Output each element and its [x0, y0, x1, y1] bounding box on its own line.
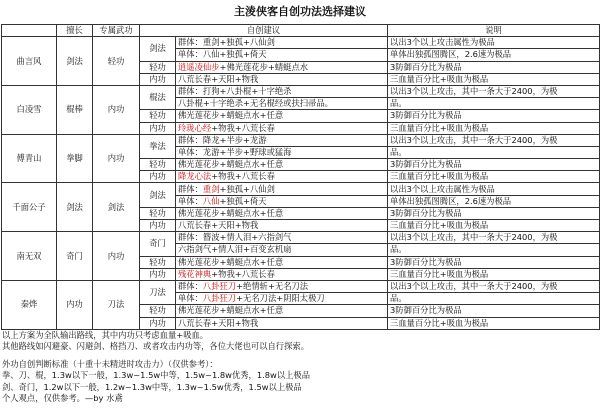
combo-text: +无名刀法+阴阳太极刀 [236, 293, 325, 304]
skill-type: 内功 [140, 171, 176, 183]
skill-type: 轻功 [140, 61, 176, 73]
skill-type: 剑法 [140, 183, 176, 207]
explanation: 3防御百分比为极品 [388, 305, 600, 317]
exclusive-skill-highlight: 逍遥凌仙步 [178, 61, 220, 72]
skill-type: 奇门 [140, 232, 176, 256]
explanation: 三血量百分比+吸血为极品 [388, 317, 600, 329]
explanation: 3防御百分比为极品 [388, 159, 600, 171]
note-line: 其他路线如闪避豪、闪避剑、格挡刀、或者攻击内功等，各位大佬也可以自行探索。 [2, 341, 309, 352]
character-exclusive: 内功 [93, 134, 140, 183]
character-exclusive: 内功 [93, 85, 140, 134]
skill-combo [176, 171, 388, 183]
header-exclusive: 专属武功 [93, 25, 140, 37]
exclusive-skill-highlight: 八卦狂刀 [202, 293, 237, 304]
skill-type: 剑法 [140, 37, 176, 61]
character-name: 白凌雪 [2, 85, 57, 134]
combo-text: 佛光莲花步+蜻蜓点水+任意 [178, 305, 284, 316]
skill-type: 轻功 [140, 207, 176, 219]
explanation: 以出3个以上攻击属性为极品 [388, 183, 600, 195]
explanation: 三血量百分比+吸血为极品 [388, 73, 600, 85]
explanation: 以出3个以上攻击，其中一条大于2400，为极 [388, 85, 600, 97]
explanation: 品。 [388, 244, 600, 256]
combo-text: +绝情斩+无名刀法 [236, 281, 309, 292]
combo-text: 六指剑气+情人泪+百变玄机扇 [178, 244, 292, 255]
exclusive-skill-highlight: 降龙心法 [178, 171, 212, 182]
skill-combo [176, 134, 388, 146]
skill-combo [176, 207, 388, 219]
combo-prefix: 群体： [178, 183, 203, 194]
recommendation-table [1, 24, 600, 330]
exclusive-skill-highlight: 八仙 [202, 195, 220, 206]
explanation: 三血量百分比+吸血为极品 [388, 220, 600, 232]
table-row [2, 232, 600, 244]
explanation: 三血量百分比+吸血为极品 [388, 122, 600, 134]
explanation: 品。 [388, 146, 600, 158]
combo-text: 八卦棍+十字绝杀+无名棍经或扶扫帚品。 [178, 98, 333, 109]
note-line: 外功自创判断标准（十重十未精进时攻击力）（仅供参考）： [2, 358, 218, 369]
combo-text: 佛光莲花步+蜻蜓点水+任意 [178, 256, 284, 267]
combo-text: 群体：簪波+情人泪+六指剑气 [178, 232, 292, 243]
combo-prefix: 群体： [178, 281, 203, 292]
combo-text: 群体：重剑+独孤+八仙剑 [178, 37, 275, 48]
character-exclusive: 剑法 [93, 183, 140, 232]
character-expertise: 剑法 [57, 183, 93, 232]
character-exclusive: 轻功 [93, 37, 140, 86]
explanation: 三血量百分比+吸血为极品 [388, 268, 600, 280]
explanation: 以出3个以上攻击，其中一条大于2400，为极 [388, 134, 600, 146]
explanation: 单体出独孤图腾区，2.6速为极品 [388, 49, 600, 61]
combo-text: 佛光莲花步+蜻蜓点水+任意 [178, 207, 284, 218]
skill-combo [176, 122, 388, 134]
combo-text: +独孤+倚天 [219, 195, 267, 206]
header-expertise: 擅长 [57, 25, 93, 37]
combo-text: 群体：打狗+八卦棍+十字绝杀 [178, 86, 292, 97]
skill-type: 内功 [140, 220, 176, 232]
explanation: 品。 [388, 293, 600, 305]
explanation: 3防御百分比为极品 [388, 61, 600, 73]
skill-combo [176, 146, 388, 158]
skill-type: 拳法 [140, 134, 176, 158]
table-row [2, 37, 600, 49]
skill-type: 内功 [140, 73, 176, 85]
table-row [2, 134, 600, 146]
skill-type: 内功 [140, 122, 176, 134]
explanation: 3防御百分比为极品 [388, 110, 600, 122]
explanation: 3防御百分比为极品 [388, 207, 600, 219]
exclusive-skill-highlight: 玲珑心经 [178, 122, 212, 133]
skill-type: 轻功 [140, 159, 176, 171]
character-name: 曲言风 [2, 37, 57, 86]
skill-type: 轻功 [140, 305, 176, 317]
skill-combo [176, 280, 388, 292]
character-expertise: 棍棒 [57, 85, 93, 134]
skill-combo [176, 49, 388, 61]
character-expertise: 拳脚 [57, 134, 93, 183]
note-line: 剑、奇门，1.2w以下一般，1.2w~1.3w中等，1.3w~1.5w优秀，1.5w以上极品 [2, 381, 302, 392]
skill-combo [176, 159, 388, 171]
combo-text: +物我+八荒长春 [211, 268, 275, 279]
skill-type: 刀法 [140, 280, 176, 304]
combo-text: 单体：八仙+独孤+倚天 [178, 49, 267, 60]
skill-type: 内功 [140, 268, 176, 280]
skill-combo [176, 220, 388, 232]
character-name: 秦烨 [2, 280, 57, 329]
skill-type: 轻功 [140, 256, 176, 268]
character-name: 傅青山 [2, 134, 57, 183]
table-row [2, 280, 600, 292]
explanation: 三血量百分比+吸血为极品 [388, 171, 600, 183]
combo-text: 单体：龙游+半步+野球或猛海 [178, 146, 292, 157]
skill-combo [176, 183, 388, 195]
combo-text: 群体：降龙+半步+龙游 [178, 134, 267, 145]
combo-text: 八荒长春+天阳+物我 [178, 317, 259, 328]
character-name: 南无双 [2, 232, 57, 281]
explanation: 以出3个以上攻击，其中一条大于2400，为极 [388, 232, 600, 244]
character-exclusive: 刀法 [93, 280, 140, 329]
combo-prefix: 单体： [178, 293, 203, 304]
table-row [2, 85, 600, 97]
exclusive-skill-highlight: 残花神典 [178, 268, 212, 279]
table-row [2, 183, 600, 195]
character-expertise: 奇门 [57, 232, 93, 281]
combo-text: +物我+八荒长春 [211, 122, 275, 133]
skill-type: 轻功 [140, 110, 176, 122]
explanation: 3防御百分比为极品 [388, 256, 600, 268]
skill-combo [176, 268, 388, 280]
combo-text: 八荒长春+天阳+物我 [178, 220, 259, 231]
skill-combo [176, 305, 388, 317]
skill-combo [176, 317, 388, 329]
page-title: 主淩侠客自创功法选择建议 [234, 5, 366, 18]
skill-combo [176, 85, 388, 97]
skill-combo [176, 73, 388, 85]
combo-text: 佛光莲花步+蜻蜓点水+任意 [178, 110, 284, 121]
explanation: 以出3个以上攻击属性为极品 [388, 37, 600, 49]
explanation: 品。 [388, 98, 600, 110]
skill-combo [176, 61, 388, 73]
character-exclusive: 内功 [93, 232, 140, 281]
skill-type: 棍法 [140, 85, 176, 109]
combo-text: +物我+八荒长春 [211, 171, 275, 182]
note-line: 以上方案为全队输出路线，其中内功只考虑血量+吸血。 [2, 330, 209, 340]
header-create: 自创建议 [140, 25, 388, 37]
note-line: 拳、刀、棍，1.3w以下一般，1.3w~1.5w中等，1.5w~1.8w优秀，1.8w以上极品 [2, 370, 311, 381]
skill-combo [176, 232, 388, 244]
notes-block [2, 330, 598, 404]
explanation: 以出3个以上攻击，其中一条大于2400，为极 [388, 280, 600, 292]
skill-combo [176, 244, 388, 256]
table-header-row [2, 25, 600, 37]
exclusive-skill-highlight: 重剑 [202, 183, 220, 194]
skill-combo [176, 256, 388, 268]
skill-combo [176, 110, 388, 122]
header-explain: 说明 [388, 25, 600, 37]
exclusive-skill-highlight: 八卦狂刀 [202, 281, 237, 292]
note-line: 个人观点，仅供参考。—by 水鳶 [2, 393, 123, 404]
character-expertise: 剑法 [57, 37, 93, 86]
combo-text: +独孤+八仙剑 [219, 183, 275, 194]
explanation: 单体出独孤图腾区，2.6速为极品 [388, 195, 600, 207]
skill-combo [176, 37, 388, 49]
header-name [2, 25, 57, 37]
skill-combo [176, 98, 388, 110]
combo-text: +佛光莲花步+蜻蜓点水 [219, 61, 309, 72]
combo-text: 佛光莲花步+蜻蜓点水+任意 [178, 159, 284, 170]
combo-text: 八荒长春+天阳+物我 [178, 73, 259, 84]
skill-combo [176, 195, 388, 207]
character-expertise: 内功 [57, 280, 93, 329]
skill-combo [176, 293, 388, 305]
combo-prefix: 单体： [178, 195, 203, 206]
skill-type: 内功 [140, 317, 176, 329]
character-name: 千面公子 [2, 183, 57, 232]
